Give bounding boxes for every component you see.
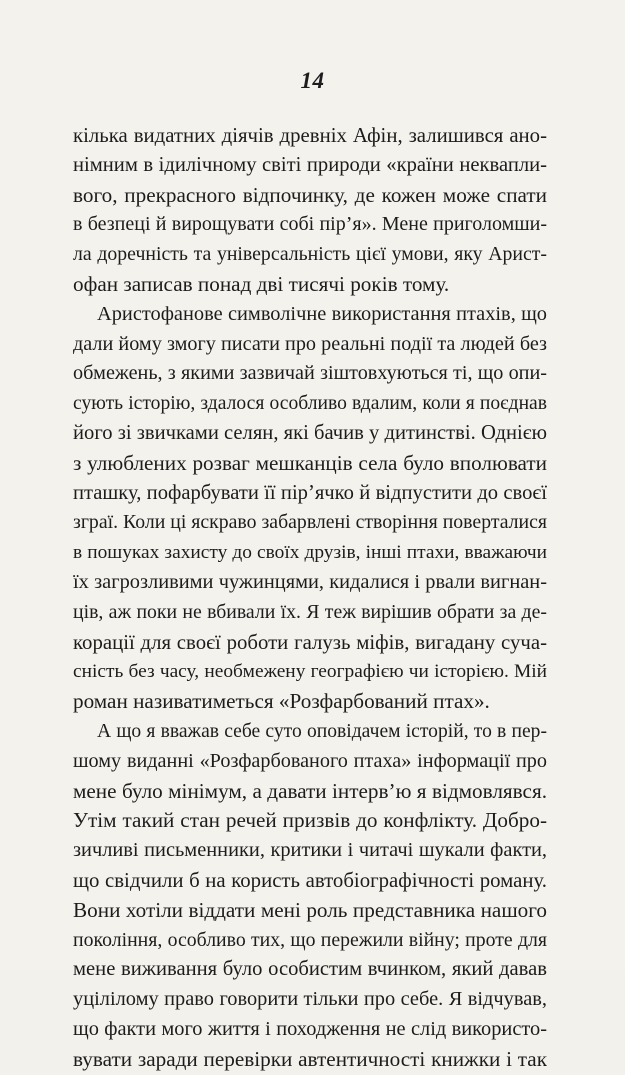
text-line: з улюблених розваг мешканців села було вполювати	[73, 450, 547, 475]
text-line: зичливі письменники, критики і читачі шукали факти,	[73, 839, 547, 862]
text-line: А що я вважав себе суто оповідачем історій, то в пер-	[97, 720, 547, 742]
text-line: покоління, особливо тих, що пережили війну; проте для	[73, 928, 547, 951]
text-line: пташку, пофарбувати її пір’ячко й відпустити до своєї	[73, 481, 547, 504]
text-line: сність без часу, необмежену географією чи історією. Мій	[73, 661, 547, 683]
text-line: мене було мінімум, а давати інтерв’ю я відмовлявся.	[73, 778, 547, 803]
text-line: уцілілому право говорити тільки про себе. Я відчував,	[73, 988, 547, 1011]
body-text	[73, 121, 547, 1075]
text-line: в безпеці й вирощувати собі пір’я». Мене приголомши-	[73, 213, 547, 236]
text-line: Утім такий стан речей призвів до конфлікту. Добро-	[73, 808, 547, 833]
text-line: обмежень, з якими зазвичай зіштовхуються ті, що опи-	[73, 362, 547, 385]
text-line: корації для своєї роботи галузь міфів, вигадану суча-	[73, 630, 547, 654]
text-line: його зі звичками селян, які бачив у дитинстві. Однією	[73, 421, 547, 444]
text-line: в пошуках захисту до своїх друзів, інші птахи, вважаючи	[73, 542, 547, 564]
text-line: німним в ідилічному світі природи «країни неквапли-	[73, 153, 547, 176]
page-number: 14	[300, 68, 325, 93]
text-line: роман називатиметься «Розфарбований птах».	[73, 689, 490, 714]
text-line: Вони хотіли віддати мені роль представника нашого	[73, 897, 547, 922]
text-line: ців, аж поки не вбивали їх. Я теж вирішив обрати за де-	[73, 600, 547, 623]
text-line: що факти мого життя і походження не слід використо-	[73, 1017, 547, 1040]
text-line: офан записав понад дві тисячі років тому.	[73, 271, 450, 296]
text-line: Аристофанове символічне використання птахів, що	[97, 302, 547, 325]
text-line: вого, прекрасного відпочинку, де кожен може спати	[73, 182, 547, 207]
text-line: їх загрозливими чужинцями, кидалися і рвали вигнан-	[73, 570, 547, 593]
text-line: мене виживання було особистим вчинком, який давав	[73, 958, 547, 981]
text-line: шому виданні «Розфарбованого птаха» інформації про	[73, 749, 547, 772]
text-line: вувати заради перевірки автентичності книжки і так	[73, 1046, 547, 1071]
text-line: ла доречність та універсальність цієї умови, яку Арист-	[73, 243, 547, 266]
text-line: зграї. Коли ці яскраво забарвлені створіння поверталися	[73, 511, 547, 534]
text-line: що свідчили б на користь автобіографічності роману.	[73, 868, 547, 892]
text-line: кілька видатних діячів древніх Афін, залишився ано-	[73, 124, 547, 147]
text-line: сують історію, здалося особливо вдалим, коли я поєднав	[73, 393, 547, 415]
text-line: дали йому змогу писати про реальні події та людей без	[73, 332, 547, 355]
